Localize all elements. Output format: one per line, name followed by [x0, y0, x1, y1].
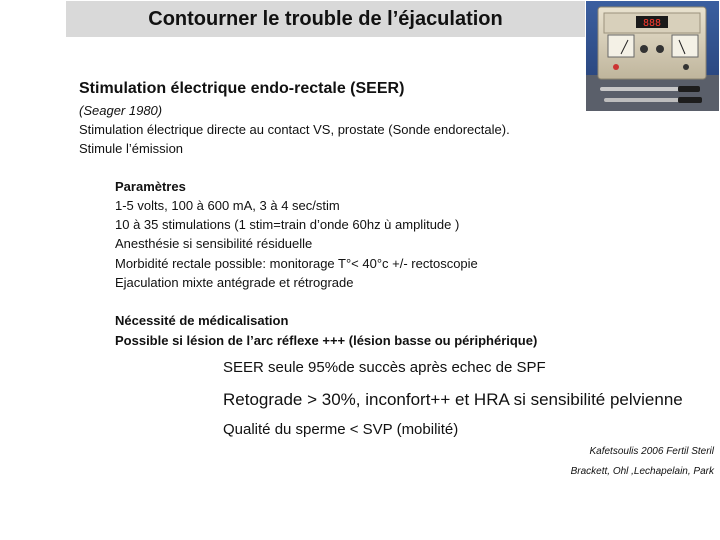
device-readout: 888	[642, 18, 662, 29]
section-line: Stimulation électrique directe au contact VS, prostate (Sonde endorectale).	[79, 122, 510, 137]
parametre-item: Morbidité rectale possible: monitorage T°< 40°c +/- rectoscopie	[115, 256, 478, 271]
parametre-item: Anesthésie si sensibilité résiduelle	[115, 236, 313, 251]
reference: Kafetsoulis 2006 Fertil Steril	[589, 446, 714, 457]
device-illustration	[586, 1, 719, 111]
slide-title: Contourner le trouble de l’éjaculation	[148, 8, 503, 30]
parametre-item: 1-5 volts, 100 à 600 mA, 3 à 4 sec/stim	[115, 198, 340, 213]
section-citation: (Seager 1980)	[79, 103, 163, 118]
necessite-line: Possible si lésion de l’arc réflexe +++ (lésion basse ou périphérique)	[115, 333, 538, 348]
section-heading: Stimulation électrique endo-rectale (SEER)	[79, 80, 405, 97]
result-line: SEER seule 95%de succès après echec de SPF	[223, 359, 546, 376]
necessite-line: Nécessité de médicalisation	[115, 313, 289, 328]
device-photo	[586, 1, 719, 111]
parametre-item: Ejaculation mixte antégrade et rétrograde	[115, 275, 354, 290]
result-line: Qualité du sperme < SVP (mobilité)	[223, 421, 459, 438]
result-line: Retograde > 30%, inconfort++ et HRA si sensibilité pelvienne	[223, 390, 683, 409]
parametre-item: 10 à 35 stimulations (1 stim=train d’onde 60hz ù amplitude )	[115, 217, 460, 232]
reference: Brackett, Ohl ,Lechapelain, Park	[570, 466, 714, 477]
parametres-heading: Paramètres	[115, 179, 186, 194]
section-line: Stimule l’émission	[79, 141, 184, 156]
